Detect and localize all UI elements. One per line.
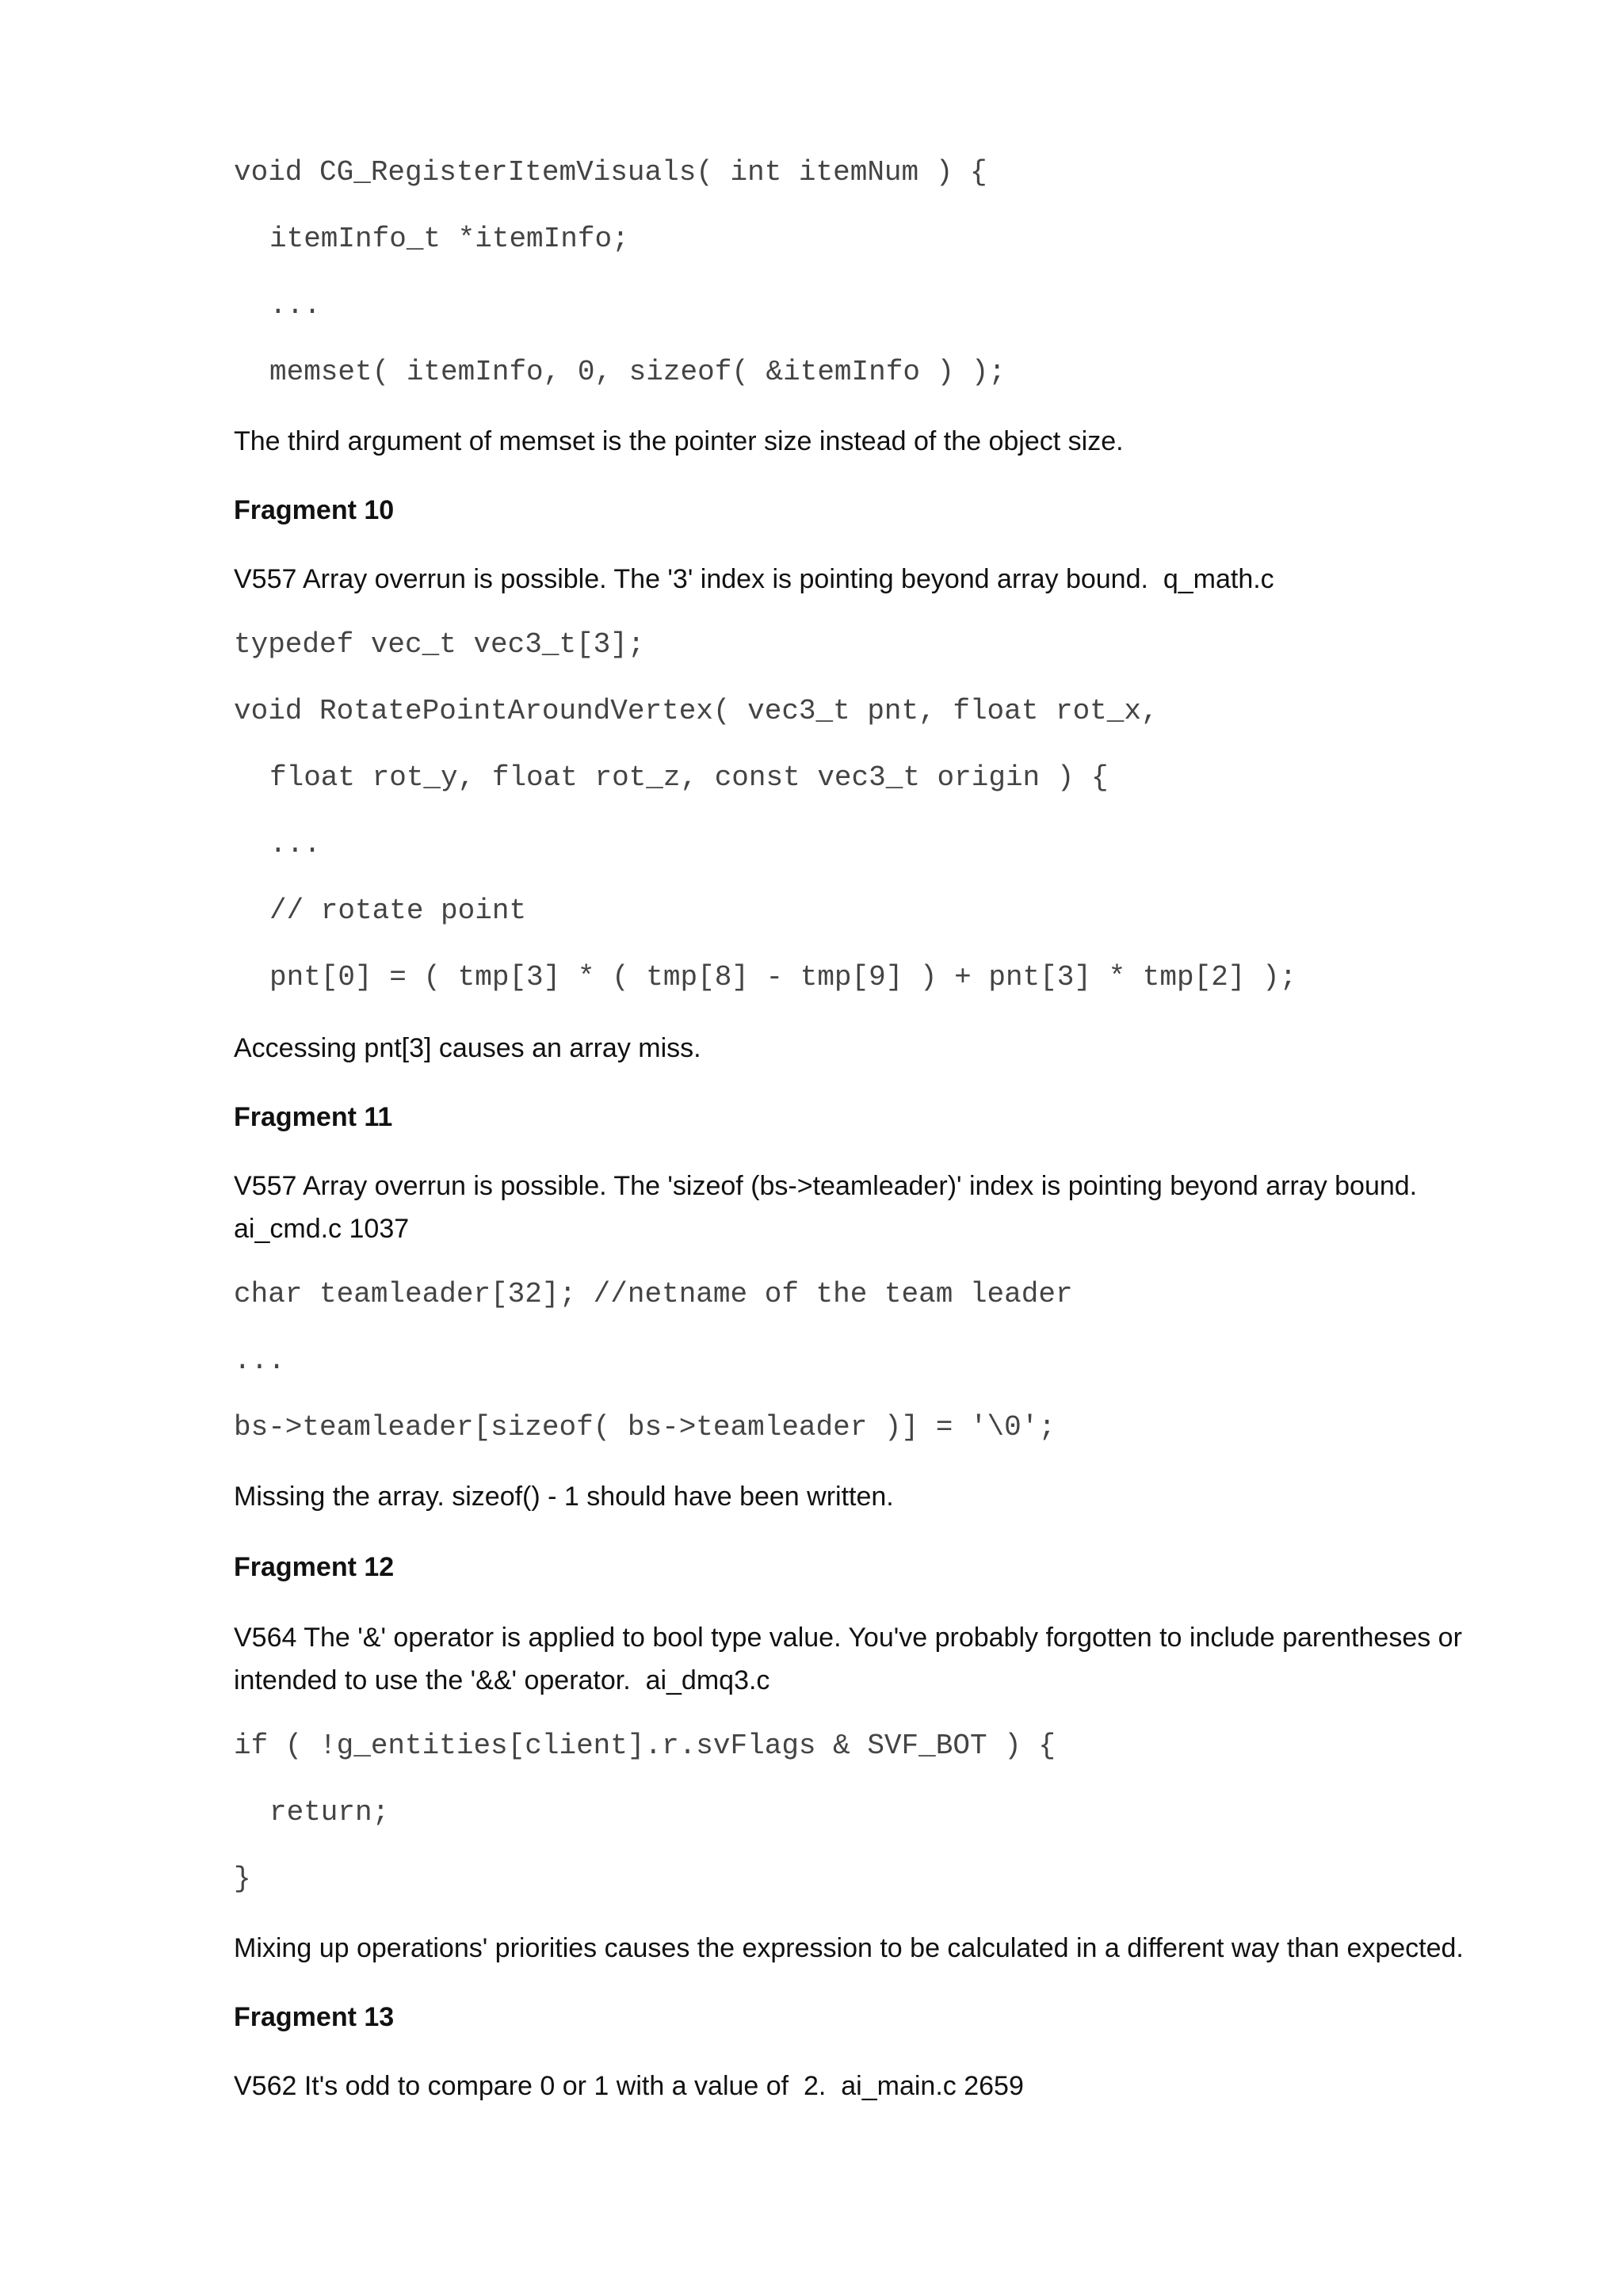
code-line: memset( itemInfo, 0, sizeof( &itemInfo ) ); bbox=[269, 356, 1006, 388]
fragment-heading: Fragment 12 bbox=[234, 1552, 395, 1582]
code-line: bs->teamleader[sizeof( bs->teamleader )] = '\0'; bbox=[234, 1411, 1056, 1444]
diagnostic-text: V557 Array overrun is possible. The '3' index is pointing beyond array bound. q_math.c bbox=[234, 564, 1274, 594]
diagnostic-text: V564 The '&' operator is applied to bool type value. You've probably forgotten to include parentheses or bbox=[234, 1623, 1462, 1653]
diagnostic-text: V557 Array overrun is possible. The 'sizeof (bs->teamleader)' index is pointing beyond array bound. bbox=[234, 1171, 1418, 1201]
code-line: typedef vec_t vec3_t[3]; bbox=[234, 628, 645, 661]
code-line: void RotatePointAroundVertex( vec3_t pnt, float rot_x, bbox=[234, 695, 1159, 727]
code-line: pnt[0] = ( tmp[3] * ( tmp[8] - tmp[9] ) + pnt[3] * tmp[2] ); bbox=[269, 961, 1297, 994]
code-line: if ( !g_entities[client].r.svFlags & SVF_BOT ) { bbox=[234, 1730, 1056, 1762]
explanation-text: The third argument of memset is the pointer size instead of the object size. bbox=[234, 426, 1124, 456]
code-line: char teamleader[32]; //netname of the team leader bbox=[234, 1278, 1073, 1310]
explanation-text: Accessing pnt[3] causes an array miss. bbox=[234, 1033, 701, 1063]
fragment-heading: Fragment 10 bbox=[234, 495, 395, 525]
code-line: ... bbox=[269, 289, 321, 322]
diagnostic-text: intended to use the '&&' operator. ai_dmq3.c bbox=[234, 1665, 770, 1695]
code-line: return; bbox=[269, 1796, 390, 1829]
code-line: ... bbox=[234, 1344, 285, 1377]
diagnostic-text: V562 It's odd to compare 0 or 1 with a value of 2. ai_main.c 2659 bbox=[234, 2071, 1024, 2101]
code-line: ... bbox=[269, 828, 321, 860]
code-line: itemInfo_t *itemInfo; bbox=[269, 223, 629, 255]
explanation-text: Missing the array. sizeof() - 1 should have been written. bbox=[234, 1482, 894, 1512]
fragment-heading: Fragment 11 bbox=[234, 1102, 393, 1132]
code-line: void CG_RegisterItemVisuals( int itemNum ) { bbox=[234, 156, 987, 189]
explanation-text: Mixing up operations' priorities causes the expression to be calculated in a different way than expected. bbox=[234, 1933, 1464, 1963]
diagnostic-text: ai_cmd.c 1037 bbox=[234, 1214, 410, 1244]
fragment-heading: Fragment 13 bbox=[234, 2002, 395, 2032]
code-line: float rot_y, float rot_z, const vec3_t origin ) { bbox=[269, 761, 1109, 794]
code-line: } bbox=[234, 1863, 251, 1895]
code-line: // rotate point bbox=[269, 894, 527, 927]
